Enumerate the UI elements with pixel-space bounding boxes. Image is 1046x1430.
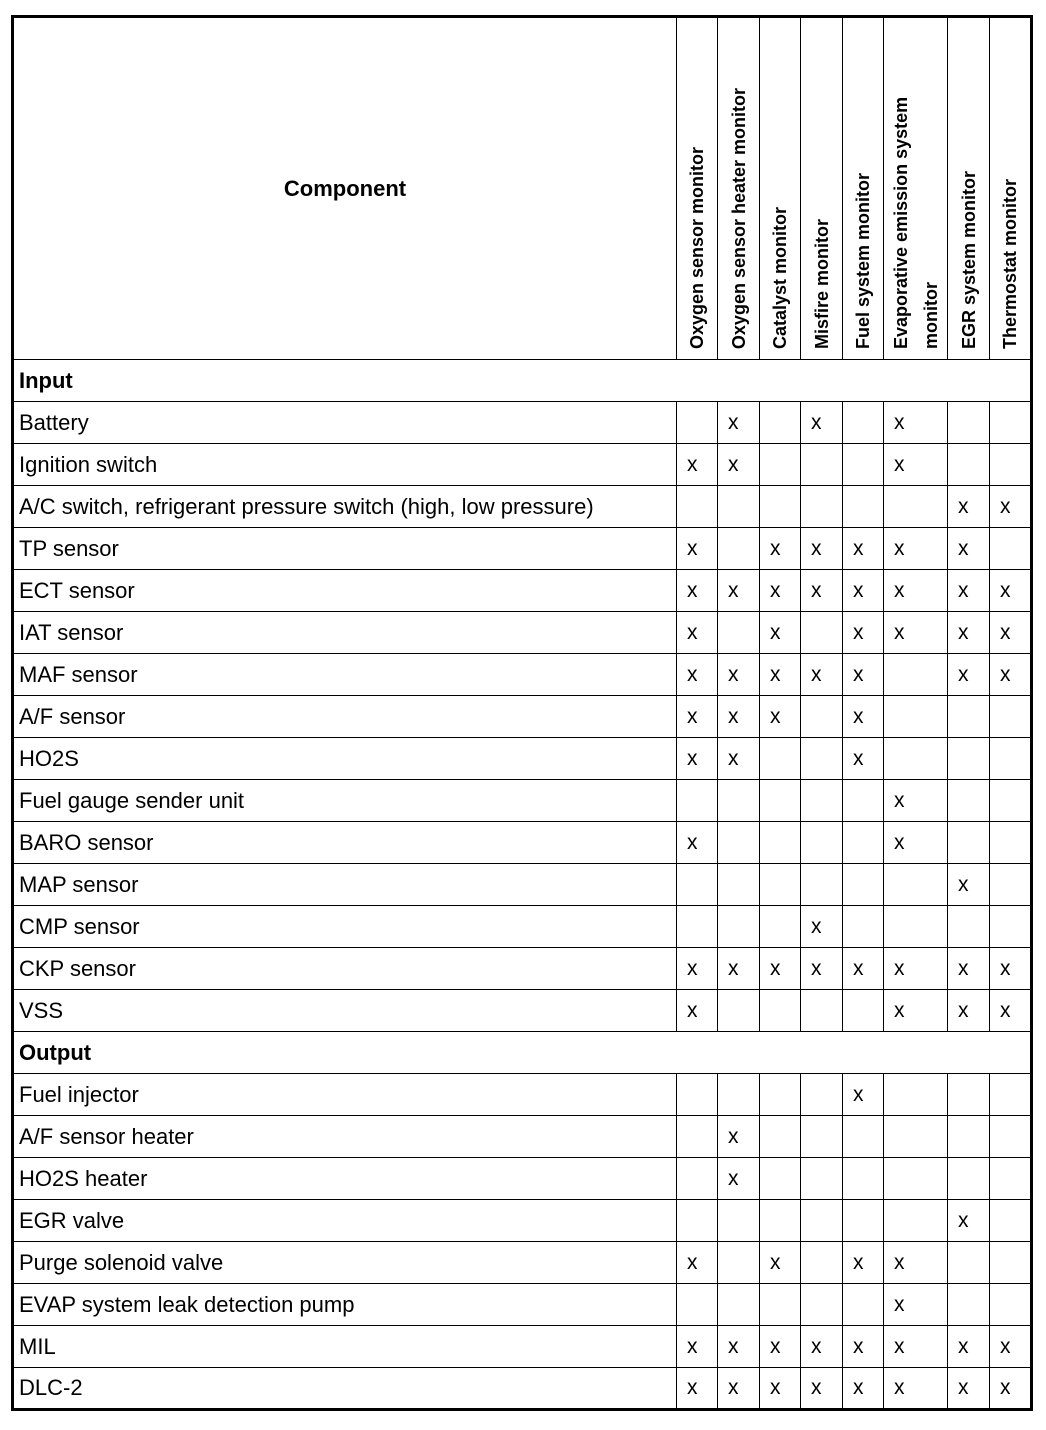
table-row bbox=[13, 696, 1032, 738]
check-cell bbox=[677, 1158, 718, 1200]
check-cell: x bbox=[718, 738, 760, 780]
check-cell bbox=[884, 1074, 948, 1116]
check-cell bbox=[884, 1116, 948, 1158]
check-cell: x bbox=[801, 528, 843, 570]
check-cell bbox=[718, 864, 760, 906]
check-cell bbox=[843, 990, 884, 1032]
check-cell: x bbox=[801, 402, 843, 444]
check-cell bbox=[948, 1158, 990, 1200]
check-cell bbox=[843, 486, 884, 528]
monitor-label: Evaporative emission system monitor bbox=[890, 96, 941, 349]
table-row bbox=[13, 1200, 1032, 1242]
check-cell: x bbox=[677, 822, 718, 864]
check-cell: x bbox=[677, 1242, 718, 1284]
table-row bbox=[13, 864, 1032, 906]
check-cell: x bbox=[884, 570, 948, 612]
component-name: BARO sensor bbox=[13, 822, 677, 864]
check-cell bbox=[843, 1200, 884, 1242]
check-cell: x bbox=[801, 1368, 843, 1410]
check-cell: x bbox=[718, 1116, 760, 1158]
monitor-label: EGR system monitor bbox=[958, 170, 979, 349]
table-row bbox=[13, 402, 1032, 444]
check-cell bbox=[948, 696, 990, 738]
check-cell bbox=[760, 1200, 801, 1242]
section-title: Output bbox=[13, 1032, 1032, 1074]
check-cell: x bbox=[760, 1242, 801, 1284]
check-cell: x bbox=[990, 948, 1032, 990]
check-cell: x bbox=[948, 486, 990, 528]
check-cell: x bbox=[990, 570, 1032, 612]
check-cell bbox=[718, 780, 760, 822]
check-cell bbox=[990, 1158, 1032, 1200]
check-cell bbox=[801, 780, 843, 822]
check-cell bbox=[801, 696, 843, 738]
check-cell: x bbox=[990, 990, 1032, 1032]
check-cell bbox=[801, 1158, 843, 1200]
check-cell: x bbox=[948, 570, 990, 612]
check-cell bbox=[990, 444, 1032, 486]
component-name: Battery bbox=[13, 402, 677, 444]
check-cell bbox=[801, 444, 843, 486]
component-name: EGR valve bbox=[13, 1200, 677, 1242]
check-cell bbox=[801, 990, 843, 1032]
check-cell: x bbox=[843, 1242, 884, 1284]
check-cell bbox=[990, 822, 1032, 864]
check-cell bbox=[801, 1284, 843, 1326]
check-cell: x bbox=[760, 1368, 801, 1410]
check-cell: x bbox=[718, 696, 760, 738]
check-cell bbox=[760, 1074, 801, 1116]
check-cell: x bbox=[990, 612, 1032, 654]
check-cell: x bbox=[843, 738, 884, 780]
check-cell: x bbox=[718, 948, 760, 990]
monitor-label: Thermostat monitor bbox=[1000, 178, 1020, 349]
check-cell: x bbox=[884, 1284, 948, 1326]
check-cell: x bbox=[884, 948, 948, 990]
check-cell bbox=[884, 738, 948, 780]
check-cell bbox=[948, 402, 990, 444]
monitor-label: Fuel system monitor bbox=[853, 172, 873, 349]
check-cell bbox=[760, 990, 801, 1032]
check-cell: x bbox=[760, 696, 801, 738]
table-row bbox=[13, 780, 1032, 822]
component-header: Component bbox=[13, 17, 677, 360]
check-cell: x bbox=[677, 738, 718, 780]
component-name: VSS bbox=[13, 990, 677, 1032]
check-cell: x bbox=[884, 1326, 948, 1368]
check-cell: x bbox=[884, 822, 948, 864]
component-name: HO2S bbox=[13, 738, 677, 780]
check-cell bbox=[760, 1284, 801, 1326]
table-row bbox=[13, 906, 1032, 948]
component-name: Ignition switch bbox=[13, 444, 677, 486]
check-cell bbox=[801, 738, 843, 780]
component-name: CKP sensor bbox=[13, 948, 677, 990]
check-cell: x bbox=[677, 612, 718, 654]
component-name: CMP sensor bbox=[13, 906, 677, 948]
check-cell: x bbox=[718, 402, 760, 444]
check-cell bbox=[718, 906, 760, 948]
component-name: DLC-2 bbox=[13, 1368, 677, 1410]
section-title: Input bbox=[13, 360, 1032, 402]
table-row bbox=[13, 570, 1032, 612]
check-cell: x bbox=[843, 696, 884, 738]
check-cell: x bbox=[677, 1326, 718, 1368]
check-cell bbox=[801, 1242, 843, 1284]
check-cell bbox=[884, 864, 948, 906]
check-cell: x bbox=[718, 1368, 760, 1410]
check-cell: x bbox=[760, 612, 801, 654]
monitor-label: Misfire monitor bbox=[811, 218, 832, 349]
check-cell: x bbox=[948, 1200, 990, 1242]
table-row bbox=[13, 528, 1032, 570]
monitor-label: Catalyst monitor bbox=[770, 206, 790, 349]
check-cell bbox=[990, 1116, 1032, 1158]
component-name: A/F sensor bbox=[13, 696, 677, 738]
check-cell: x bbox=[760, 528, 801, 570]
check-cell: x bbox=[990, 654, 1032, 696]
check-cell: x bbox=[677, 1368, 718, 1410]
check-cell bbox=[760, 864, 801, 906]
check-cell bbox=[718, 612, 760, 654]
check-cell: x bbox=[948, 948, 990, 990]
check-cell: x bbox=[990, 486, 1032, 528]
check-cell: x bbox=[884, 1242, 948, 1284]
check-cell: x bbox=[843, 654, 884, 696]
check-cell bbox=[990, 696, 1032, 738]
check-cell bbox=[760, 906, 801, 948]
check-cell bbox=[990, 864, 1032, 906]
check-cell bbox=[760, 1158, 801, 1200]
check-cell bbox=[718, 1200, 760, 1242]
check-cell: x bbox=[677, 444, 718, 486]
check-cell: x bbox=[801, 570, 843, 612]
check-cell bbox=[843, 822, 884, 864]
monitor-header bbox=[948, 17, 990, 360]
check-cell bbox=[843, 906, 884, 948]
check-cell: x bbox=[884, 528, 948, 570]
table-row bbox=[13, 1368, 1032, 1410]
table-row bbox=[13, 486, 1032, 528]
component-name: HO2S heater bbox=[13, 1158, 677, 1200]
monitor-header bbox=[990, 17, 1032, 360]
check-cell bbox=[677, 1200, 718, 1242]
monitor-header bbox=[801, 17, 843, 360]
component-name: EVAP system leak detection pump bbox=[13, 1284, 677, 1326]
check-cell: x bbox=[801, 948, 843, 990]
check-cell bbox=[948, 1284, 990, 1326]
check-cell: x bbox=[843, 1074, 884, 1116]
table-row bbox=[13, 822, 1032, 864]
check-cell bbox=[948, 822, 990, 864]
check-cell bbox=[990, 1284, 1032, 1326]
section-row bbox=[13, 360, 1032, 402]
check-cell: x bbox=[948, 990, 990, 1032]
check-cell bbox=[718, 486, 760, 528]
check-cell bbox=[884, 696, 948, 738]
check-cell bbox=[718, 1074, 760, 1116]
check-cell: x bbox=[801, 1326, 843, 1368]
check-cell bbox=[677, 486, 718, 528]
table-row bbox=[13, 1242, 1032, 1284]
check-cell bbox=[884, 1158, 948, 1200]
check-cell bbox=[718, 528, 760, 570]
check-cell: x bbox=[677, 654, 718, 696]
check-cell: x bbox=[948, 1368, 990, 1410]
table-row bbox=[13, 654, 1032, 696]
check-cell: x bbox=[677, 696, 718, 738]
check-cell: x bbox=[718, 570, 760, 612]
section-row bbox=[13, 1032, 1032, 1074]
check-cell: x bbox=[884, 780, 948, 822]
check-cell bbox=[990, 906, 1032, 948]
check-cell bbox=[990, 528, 1032, 570]
check-cell: x bbox=[948, 1326, 990, 1368]
monitor-component-table bbox=[11, 15, 1033, 1411]
check-cell bbox=[948, 1074, 990, 1116]
check-cell bbox=[843, 1116, 884, 1158]
monitor-header bbox=[718, 17, 760, 360]
check-cell: x bbox=[760, 654, 801, 696]
component-name: MAP sensor bbox=[13, 864, 677, 906]
check-cell: x bbox=[843, 1326, 884, 1368]
check-cell: x bbox=[843, 948, 884, 990]
check-cell: x bbox=[884, 1368, 948, 1410]
monitor-label: Oxygen sensor heater monitor bbox=[728, 87, 749, 349]
check-cell bbox=[801, 1200, 843, 1242]
check-cell bbox=[990, 1074, 1032, 1116]
check-cell bbox=[990, 738, 1032, 780]
component-name: Fuel injector bbox=[13, 1074, 677, 1116]
check-cell bbox=[718, 822, 760, 864]
check-cell bbox=[718, 990, 760, 1032]
check-cell bbox=[677, 1284, 718, 1326]
check-cell bbox=[760, 402, 801, 444]
table-row bbox=[13, 1074, 1032, 1116]
check-cell bbox=[948, 1116, 990, 1158]
check-cell bbox=[760, 486, 801, 528]
check-cell: x bbox=[843, 570, 884, 612]
check-cell bbox=[948, 738, 990, 780]
component-name: ECT sensor bbox=[13, 570, 677, 612]
check-cell: x bbox=[718, 444, 760, 486]
component-name: MAF sensor bbox=[13, 654, 677, 696]
check-cell: x bbox=[677, 948, 718, 990]
check-cell: x bbox=[718, 1158, 760, 1200]
table-row bbox=[13, 1326, 1032, 1368]
monitor-header bbox=[843, 17, 884, 360]
check-cell: x bbox=[760, 948, 801, 990]
table-row bbox=[13, 948, 1032, 990]
check-cell: x bbox=[948, 612, 990, 654]
header-row bbox=[13, 17, 1032, 360]
monitor-header bbox=[677, 17, 718, 360]
check-cell: x bbox=[884, 990, 948, 1032]
monitor-header bbox=[760, 17, 801, 360]
check-cell bbox=[990, 1200, 1032, 1242]
component-name: IAT sensor bbox=[13, 612, 677, 654]
check-cell: x bbox=[677, 990, 718, 1032]
check-cell bbox=[677, 906, 718, 948]
check-cell bbox=[801, 864, 843, 906]
check-cell: x bbox=[801, 906, 843, 948]
check-cell: x bbox=[760, 570, 801, 612]
component-name: Purge solenoid valve bbox=[13, 1242, 677, 1284]
table-row bbox=[13, 444, 1032, 486]
table-row bbox=[13, 612, 1032, 654]
check-cell bbox=[760, 444, 801, 486]
check-cell bbox=[677, 864, 718, 906]
check-cell bbox=[718, 1242, 760, 1284]
monitor-header bbox=[884, 17, 948, 360]
check-cell bbox=[843, 444, 884, 486]
check-cell: x bbox=[884, 444, 948, 486]
check-cell: x bbox=[990, 1368, 1032, 1410]
check-cell bbox=[760, 1116, 801, 1158]
component-name: A/C switch, refrigerant pressure switch (high, low pressure) bbox=[13, 486, 677, 528]
check-cell bbox=[801, 1074, 843, 1116]
check-cell bbox=[843, 1284, 884, 1326]
check-cell bbox=[948, 1242, 990, 1284]
check-cell bbox=[990, 1242, 1032, 1284]
component-name: TP sensor bbox=[13, 528, 677, 570]
check-cell bbox=[843, 1158, 884, 1200]
table-row bbox=[13, 1116, 1032, 1158]
check-cell bbox=[718, 1284, 760, 1326]
check-cell bbox=[677, 1116, 718, 1158]
check-cell: x bbox=[948, 654, 990, 696]
check-cell: x bbox=[884, 402, 948, 444]
check-cell bbox=[801, 612, 843, 654]
check-cell bbox=[990, 402, 1032, 444]
check-cell: x bbox=[843, 528, 884, 570]
check-cell bbox=[760, 822, 801, 864]
check-cell bbox=[801, 486, 843, 528]
check-cell bbox=[801, 822, 843, 864]
check-cell bbox=[990, 780, 1032, 822]
component-name: A/F sensor heater bbox=[13, 1116, 677, 1158]
check-cell bbox=[760, 738, 801, 780]
check-cell bbox=[948, 780, 990, 822]
check-cell bbox=[677, 402, 718, 444]
check-cell: x bbox=[677, 570, 718, 612]
check-cell bbox=[801, 1116, 843, 1158]
check-cell bbox=[884, 1200, 948, 1242]
check-cell bbox=[843, 780, 884, 822]
check-cell bbox=[884, 906, 948, 948]
check-cell bbox=[760, 780, 801, 822]
check-cell bbox=[843, 402, 884, 444]
check-cell: x bbox=[948, 528, 990, 570]
check-cell: x bbox=[760, 1326, 801, 1368]
check-cell: x bbox=[843, 1368, 884, 1410]
table-row bbox=[13, 990, 1032, 1032]
check-cell: x bbox=[843, 612, 884, 654]
check-cell: x bbox=[884, 612, 948, 654]
check-cell: x bbox=[801, 654, 843, 696]
check-cell: x bbox=[677, 528, 718, 570]
check-cell: x bbox=[718, 1326, 760, 1368]
check-cell bbox=[843, 864, 884, 906]
check-cell: x bbox=[718, 654, 760, 696]
check-cell bbox=[677, 1074, 718, 1116]
check-cell bbox=[677, 780, 718, 822]
check-cell bbox=[884, 654, 948, 696]
table-row bbox=[13, 1158, 1032, 1200]
check-cell bbox=[884, 486, 948, 528]
check-cell: x bbox=[948, 864, 990, 906]
monitor-label: Oxygen sensor monitor bbox=[687, 146, 707, 349]
component-name: Fuel gauge sender unit bbox=[13, 780, 677, 822]
table-row bbox=[13, 1284, 1032, 1326]
check-cell: x bbox=[990, 1326, 1032, 1368]
table-row bbox=[13, 738, 1032, 780]
table-body bbox=[13, 360, 1032, 1410]
check-cell bbox=[948, 906, 990, 948]
component-name: MIL bbox=[13, 1326, 677, 1368]
check-cell bbox=[948, 444, 990, 486]
